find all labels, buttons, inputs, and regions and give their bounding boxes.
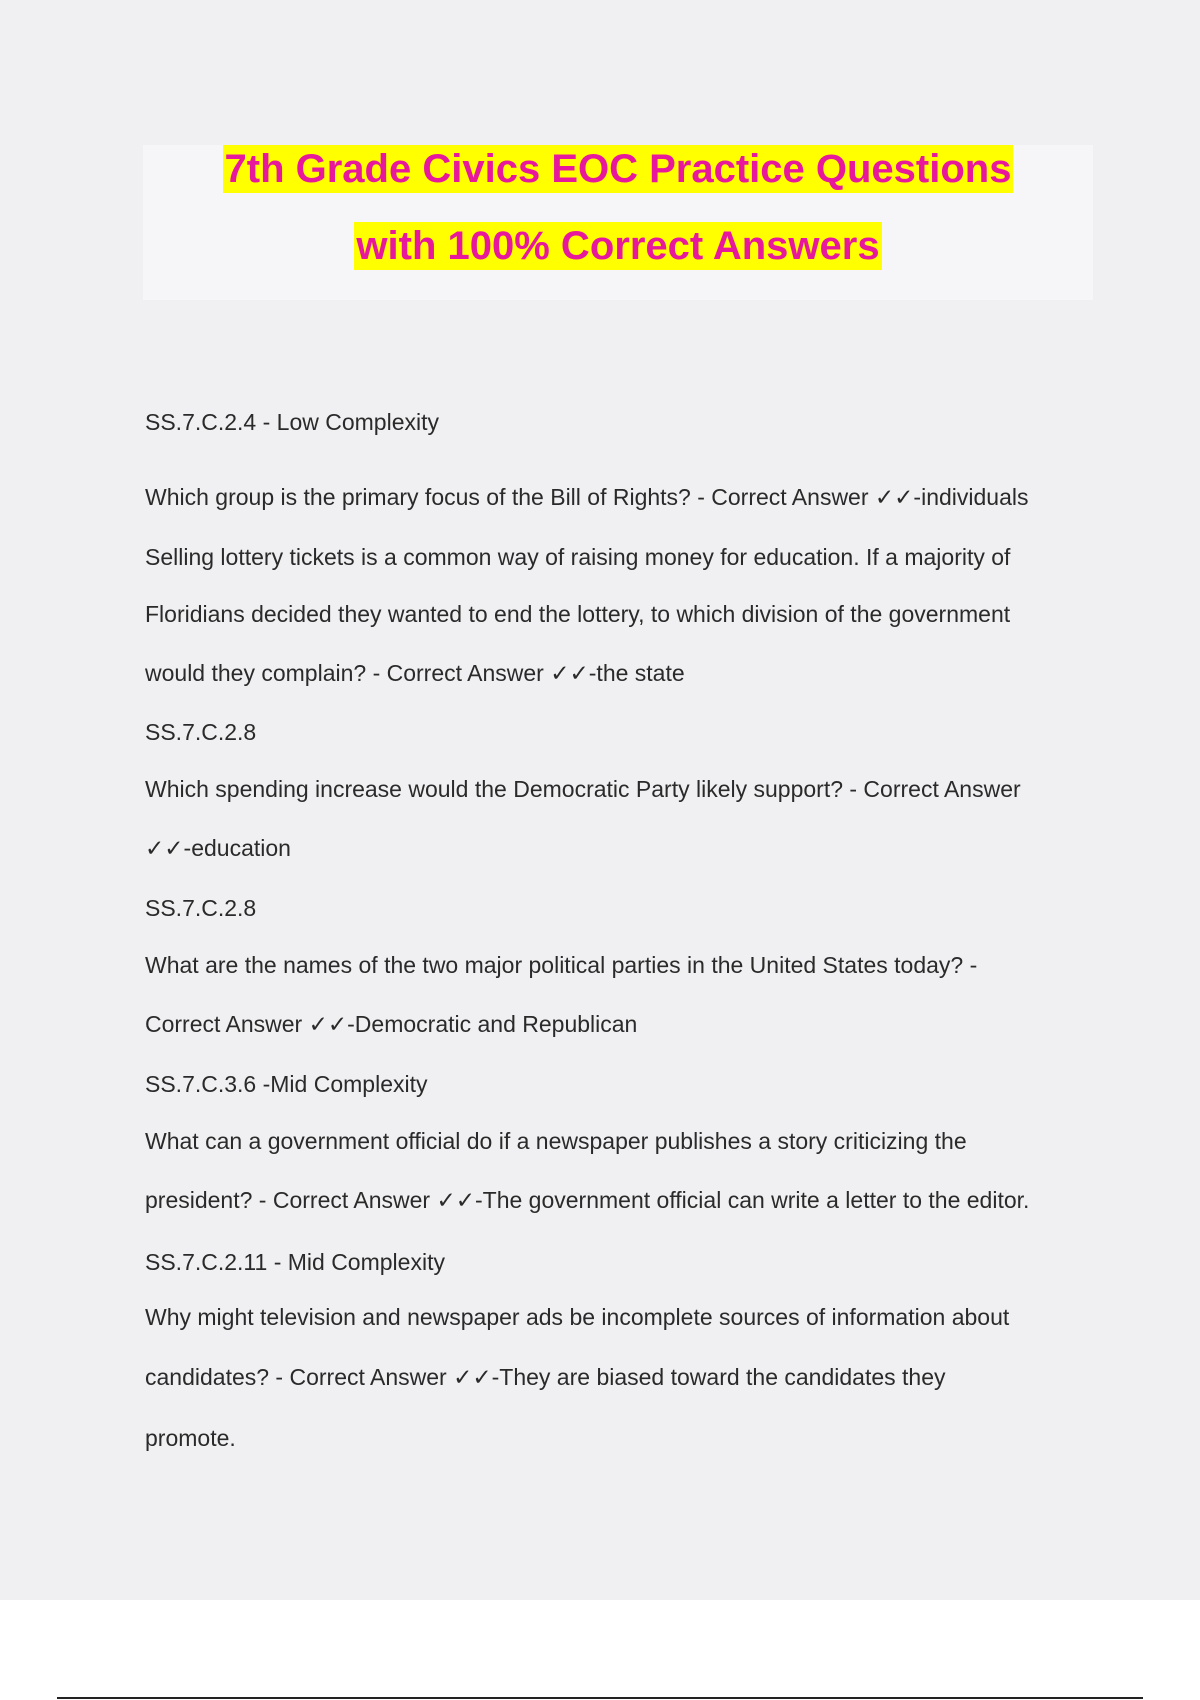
title-banner [143,145,1093,300]
question-text: Which spending increase would the Democratic Party likely support? - Correct Answer [145,776,1021,802]
question-text: Selling lottery tickets is a common way of raising money for education. If a majority of [145,544,1011,570]
answer-text: Correct Answer ✓✓-Democratic and Republican [145,1011,638,1037]
title-line-2: with 100% Correct Answers [356,224,880,268]
section-label: SS.7.C.3.6 -Mid Complexity [145,1071,428,1097]
section-label: SS.7.C.2.8 [145,719,257,745]
section-label: SS.7.C.2.4 - Low Complexity [145,409,440,435]
question-text: Which group is the primary focus of the Bill of Rights? - Correct Answer ✓✓-individuals [145,484,1029,510]
question-text: What can a government official do if a newspaper publishes a story criticizing the [145,1128,967,1154]
answer-text: promote. [145,1425,236,1451]
section-label: SS.7.C.2.11 - Mid Complexity [145,1249,445,1275]
question-text: Why might television and newspaper ads be incomplete sources of information about [145,1304,1010,1330]
title-line-1: 7th Grade Civics EOC Practice Questions [224,147,1012,191]
answer-text: ✓✓-education [145,835,291,861]
answer-text: would they complain? - Correct Answer ✓✓-the state [145,660,685,686]
page-divider [57,1697,1143,1699]
answer-text: president? - Correct Answer ✓✓-The government official can write a letter to the editor. [145,1187,1030,1213]
question-text: Floridians decided they wanted to end the lottery, to which division of the government [145,601,1011,627]
answer-text: candidates? - Correct Answer ✓✓-They are biased toward the candidates they [145,1364,946,1390]
section-label: SS.7.C.2.8 [145,895,257,921]
question-text: What are the names of the two major political parties in the United States today? - [145,952,978,978]
